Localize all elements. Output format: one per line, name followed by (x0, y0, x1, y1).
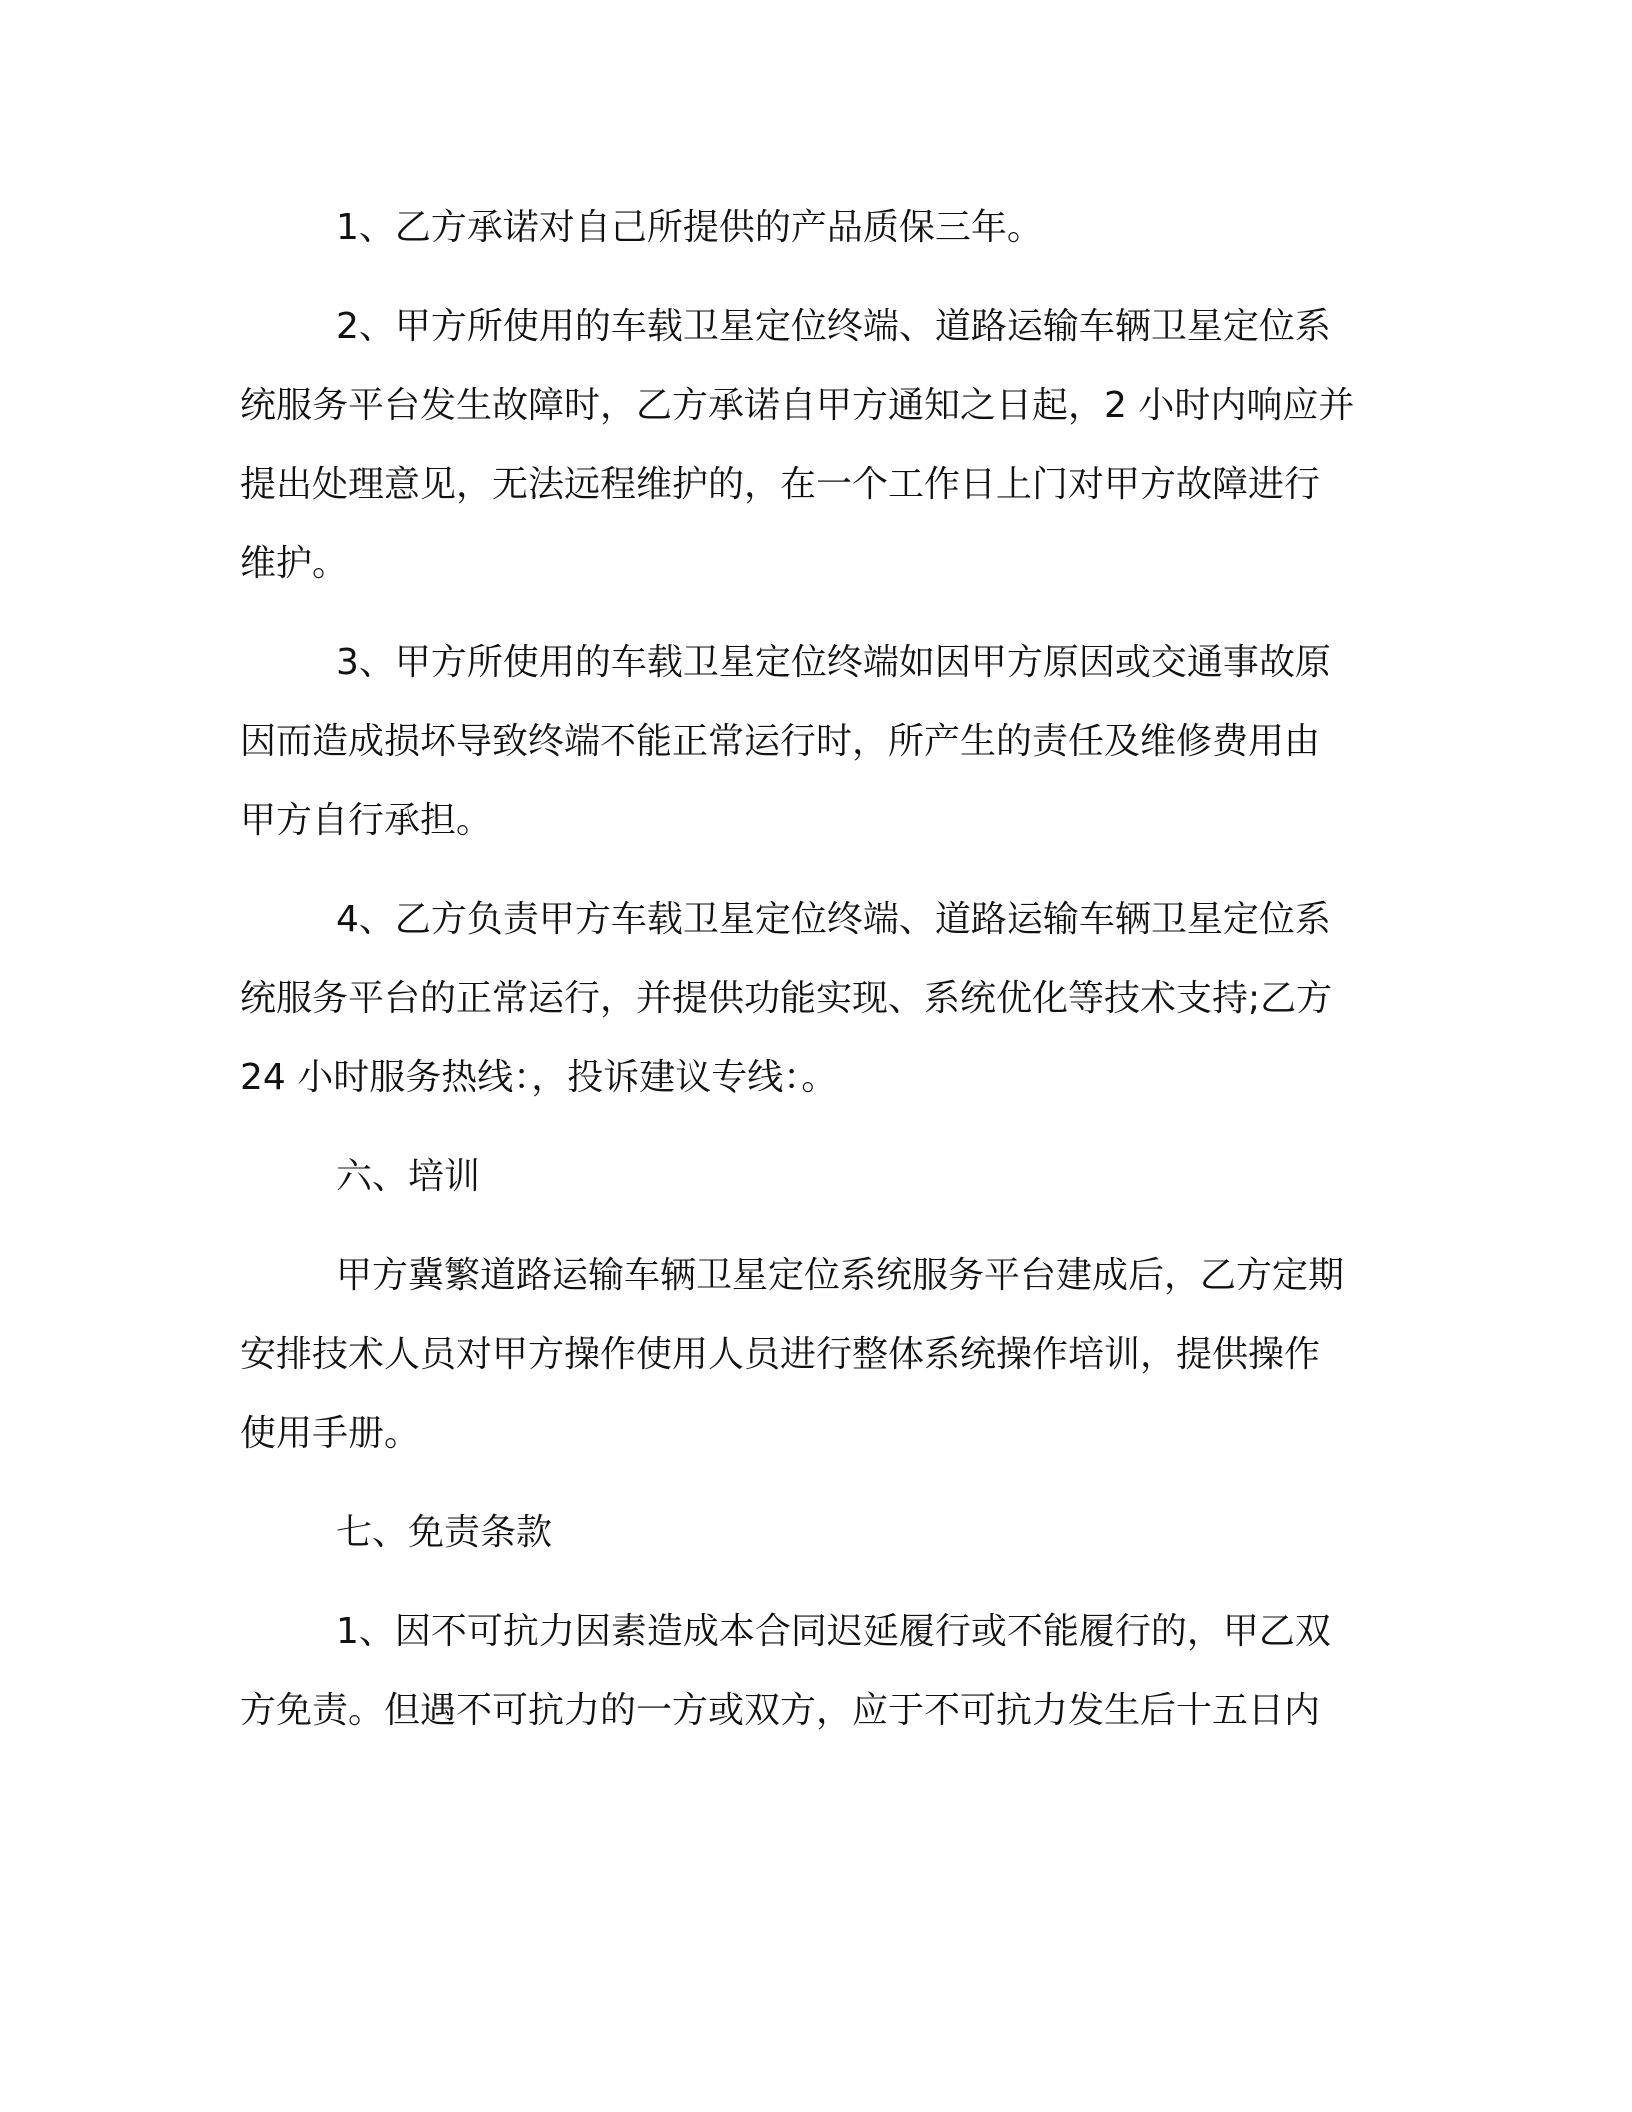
text-line: 因而造成损坏导致终端不能正常运行时，所产生的责任及维修费用由 (240, 721, 1321, 762)
text-line: 3、甲方所使用的车载卫星定位终端如因甲方原因或交通事故原 (336, 642, 1331, 683)
text-line: 1、因不可抗力因素造成本合同迟延履行或不能履行的，甲乙双 (336, 1611, 1331, 1652)
text-line: 统服务平台发生故障时，乙方承诺自甲方通知之日起，2 小时内响应并 (240, 385, 1355, 426)
section-heading-disclaimer (240, 1493, 1390, 1572)
text-line: 提出处理意见，无法远程维护的，在一个工作日上门对甲方故障进行 (240, 464, 1321, 505)
text-line: 安排技术人员对甲方操作使用人员进行整体系统操作培训，提供操作 (240, 1334, 1321, 1375)
document-body (240, 188, 1390, 1770)
text-line: 甲方冀繁道路运输车辆卫星定位系统服务平台建成后，乙方定期 (336, 1255, 1345, 1296)
text-line: 方免责。但遇不可抗力的一方或双方，应于不可抗力发生后十五日内 (240, 1690, 1321, 1731)
clause-1-warranty (240, 188, 1390, 267)
text-line: 2、甲方所使用的车载卫星定位终端、道路运输车辆卫星定位系 (336, 306, 1331, 347)
text-line: 统服务平台的正常运行，并提供功能实现、系统优化等技术支持;乙方 (240, 978, 1333, 1019)
text-line: 4、乙方负责甲方车载卫星定位终端、道路运输车辆卫星定位系 (336, 899, 1331, 940)
clause-3-damage-liability (240, 623, 1390, 860)
text-line: 甲方自行承担。 (240, 800, 493, 841)
clause-4-operation-support (240, 880, 1390, 1117)
text-line: 1、乙方承诺对自己所提供的产品质保三年。 (336, 207, 1043, 248)
training-paragraph (240, 1236, 1390, 1473)
text-line: 维护。 (240, 543, 349, 584)
disclaimer-clause-1 (240, 1592, 1390, 1750)
heading-text: 七、免责条款 (336, 1512, 553, 1553)
clause-2-fault-response (240, 287, 1390, 603)
heading-text: 六、培训 (336, 1156, 481, 1197)
section-heading-training (240, 1137, 1390, 1216)
text-line: 24 小时服务热线：，投诉建议专线：。 (240, 1057, 838, 1098)
text-line: 使用手册。 (240, 1413, 421, 1454)
